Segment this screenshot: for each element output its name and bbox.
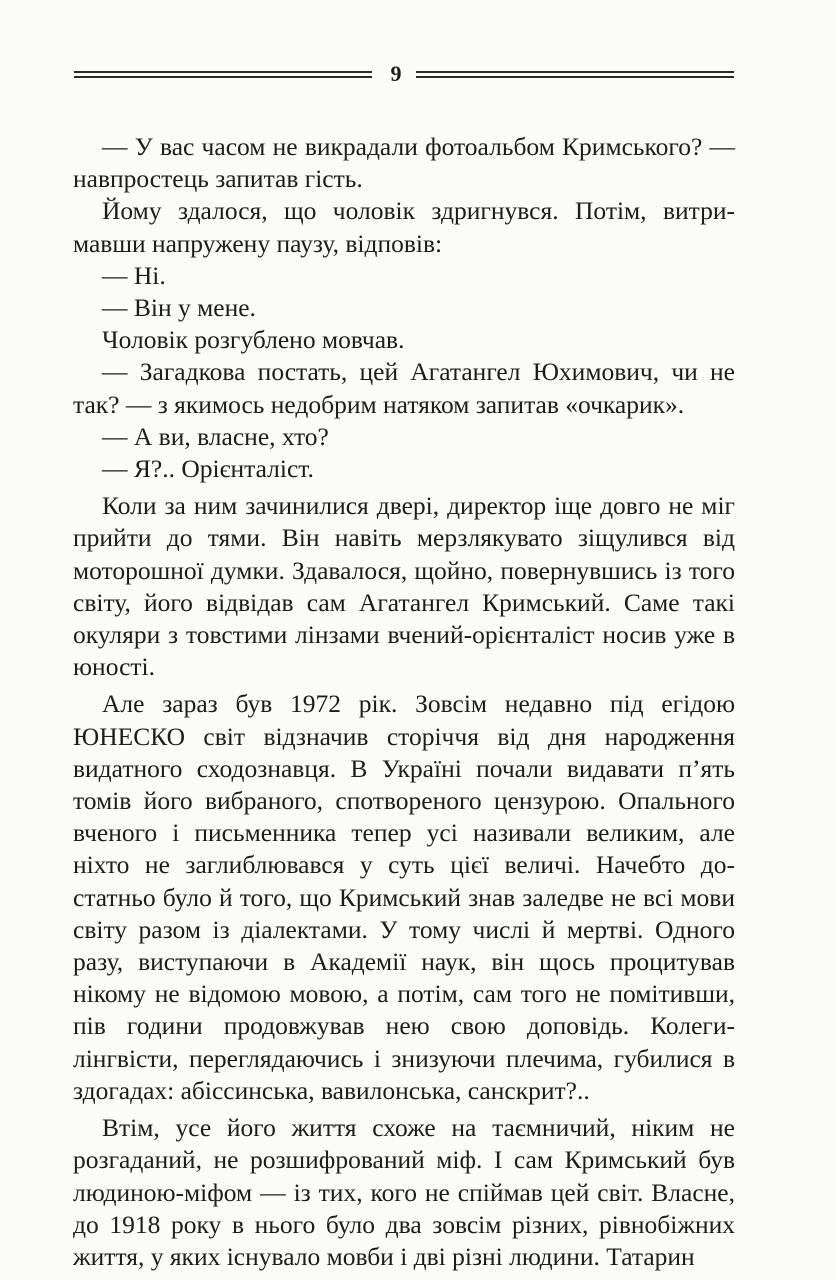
paragraph-door-closed: Коли за ним зачинилися двері, директор іще довго не міг прийти до тями. Він навіть мерзлякувато зіщулився від моторошної думки. Здавалося, щойно, повернувшись із того світу, його відвідав сам Агатангел Кримський. Саме такі окуляри з товстими лінзами вчений-орієнталіст носив уже в юності. <box>73 491 735 682</box>
paragraph-year-1972: Але зараз був 1972 рік. Зовсім недавно під егідою ЮНЕСКО світ відзначив сторіччя від дня народження видатного сходознавця. В Україні почали видавати п’ять томів його вибраного, спотвореного цензурою. Опального вченого і письменника тепер усі називали великим, але ніхто не заглиблювався у суть цієї величі. Начебто достатньо було й того, що Кримський знав заледве не всі мови світу разом із діалектами. У тому числі й мертві. Одного разу, виступаючи в Академії наук, він щось процитував нікому не відомою мовою, а потім, сам того не помітивши, пів години продовжував нею свою доповідь. Колеги-лінгвісти, переглядаючись і знизуючи плечима, губилися в здогадах: абіссинська, вавилонська, санскрит?.. <box>73 689 735 1105</box>
paragraph-myth: Втім, усе його життя схоже на таємничий, ніким не розгаданий, не розшифрований міф. І сам Кримський був людиною-міфом — із тих, кого не спіймав цей світ. Власне, до 1918 року в нього було два зовсім різних, рівнобіжних життя, у яких існувало мовби і дві різні людини. Татарин <box>73 1113 735 1271</box>
paragraph-dialogue-question: — У вас часом не викрадали фотоальбом Кримського? — навпростець запитав гість. <box>73 132 735 194</box>
page-number: 9 <box>390 61 402 86</box>
paragraph-dialogue-orientalist: — Я?.. Орієнталіст. <box>102 454 314 484</box>
paragraph-dialogue-no: — Ні. <box>102 260 166 290</box>
paragraph-narration: Йому здалося, що чоловік здригнувся. Потім, витримавши напружену паузу, відповів: <box>73 196 735 258</box>
paragraph-dialogue-have-it: — Він у мене. <box>102 293 256 323</box>
paragraph-dialogue-who: — А ви, власне, хто? <box>102 421 329 451</box>
body-text <box>73 131 735 1273</box>
page-header <box>74 62 734 88</box>
header-rule-right <box>416 71 734 78</box>
header-rule-left <box>74 71 372 78</box>
paragraph-dialogue-mysterious: — Загадкова постать, цей Агатангел Юхимович, чи не так? — з якимось недобрим натяком запитав «очкарик». <box>73 357 735 419</box>
paragraph-narration-silent: Чоловік розгублено мовчав. <box>102 325 405 355</box>
